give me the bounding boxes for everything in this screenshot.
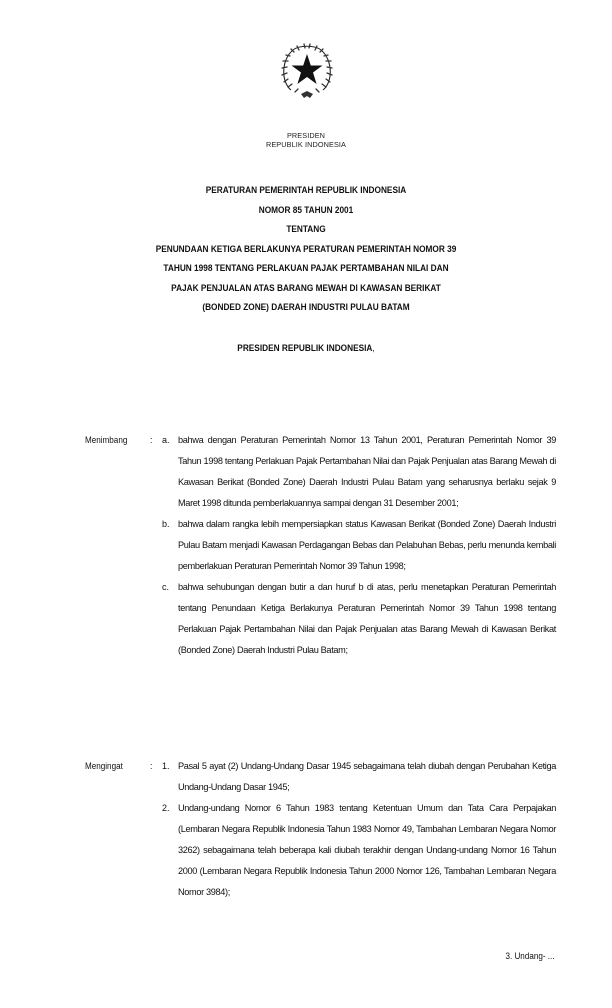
letterhead-line1: PRESIDEN xyxy=(286,131,326,140)
consideration-item: a. bahwa dengan Peraturan Pemerintah Nomor 13 Tahun 2001, Peraturan Pemerintah Nomor 39 Tahun 1998 tentang Perlakuan Pajak Pertambahan Nilai dan Pajak Penjualan atas Barang Mewah di Kawasan Berikat (Bonded Zone) Daerah Industri Pulau Batam yang seharusnya berlaku sejak 9 Maret 1998 ditunda pemberlakuannya sampai dengan 31 Desember 2001; xyxy=(162,435,556,508)
legal-basis-item: 2. Undang-undang Nomor 6 Tahun 1983 tentang Ketentuan Umum dan Tata Cara Perpajakan (Lembaran Negara Republik Indonesia Tahun 1983 Nomor 49, Tambahan Lembaran Negara Nomor 3262) sebagaimana telah beberapa kali diubah terakhir dengan Undang-undang Nomor 16 Tahun 2000 (Lembaran Negara Republik Indonesia Tahun 2000 Nomor 126, Tambahan Lembaran Negara Nomor 3984); xyxy=(162,803,556,897)
regulation-title xyxy=(31,181,582,318)
mengingat-section xyxy=(85,756,556,903)
section-colon: : xyxy=(150,435,153,445)
subject-line: PAJAK PENJUALAN ATAS BARANG MEWAH DI KAWASAN BERIKAT xyxy=(171,282,441,293)
state-emblem-icon xyxy=(279,42,335,104)
section-colon: : xyxy=(150,761,153,771)
title-line: PERATURAN PEMERINTAH REPUBLIK INDONESIA xyxy=(205,185,407,195)
page-continuation: 3. Undang- ... xyxy=(505,951,555,961)
section-label: Menimbang xyxy=(85,435,128,445)
section-label: Mengingat xyxy=(85,761,123,771)
legal-basis-item: 1. Pasal 5 ayat (2) Undang-Undang Dasar 1945 sebagaimana telah diubah dengan Perubahan Ketiga Undang-Undang Dasar 1945; xyxy=(162,761,556,792)
subject-line: (BONDED ZONE) DAERAH INDUSTRI PULAU BATAM xyxy=(202,302,410,312)
subject-line: TAHUN 1998 TENTANG PERLAKUAN PAJAK PERTAMBAHAN NILAI DAN xyxy=(163,263,449,273)
letterhead-line2: REPUBLIK INDONESIA xyxy=(265,140,347,149)
title-number-line: NOMOR 85 TAHUN 2001 xyxy=(258,204,354,215)
consideration-item: b. bahwa dalam rangka lebih mempersiapkan status Kawasan Berikat (Bonded Zone) Daerah Industri Pulau Batam menjadi Kawasan Perdagangan Bebas dan Pelabuhan Bebas, perlu menunda kembali pemberlakuan Peraturan Pemerintah Nomor 39 Tahun 1998; xyxy=(162,519,556,571)
title-tentang-line: TENTANG xyxy=(286,224,326,234)
enacting-authority: PRESIDEN REPUBLIK INDONESIA, xyxy=(237,343,375,353)
consideration-item: c. bahwa sehubungan dengan butir a dan huruf b di atas, perlu menetapkan Peraturan Pemerintah tentang Penundaan Ketiga Berlakunya Peraturan Pemerintah Nomor 39 Tahun 1998 tentang Perlakuan Pajak Pertambahan Nilai dan Pajak Penjualan atas Barang Mewah di Kawasan Berikat (Bonded Zone) Daerah Industri Pulau Batam; xyxy=(162,582,556,655)
menimbang-section xyxy=(85,430,556,661)
subject-line: PENUNDAAN KETIGA BERLAKUNYA PERATURAN PEMERINTAH NOMOR 39 xyxy=(155,243,457,254)
